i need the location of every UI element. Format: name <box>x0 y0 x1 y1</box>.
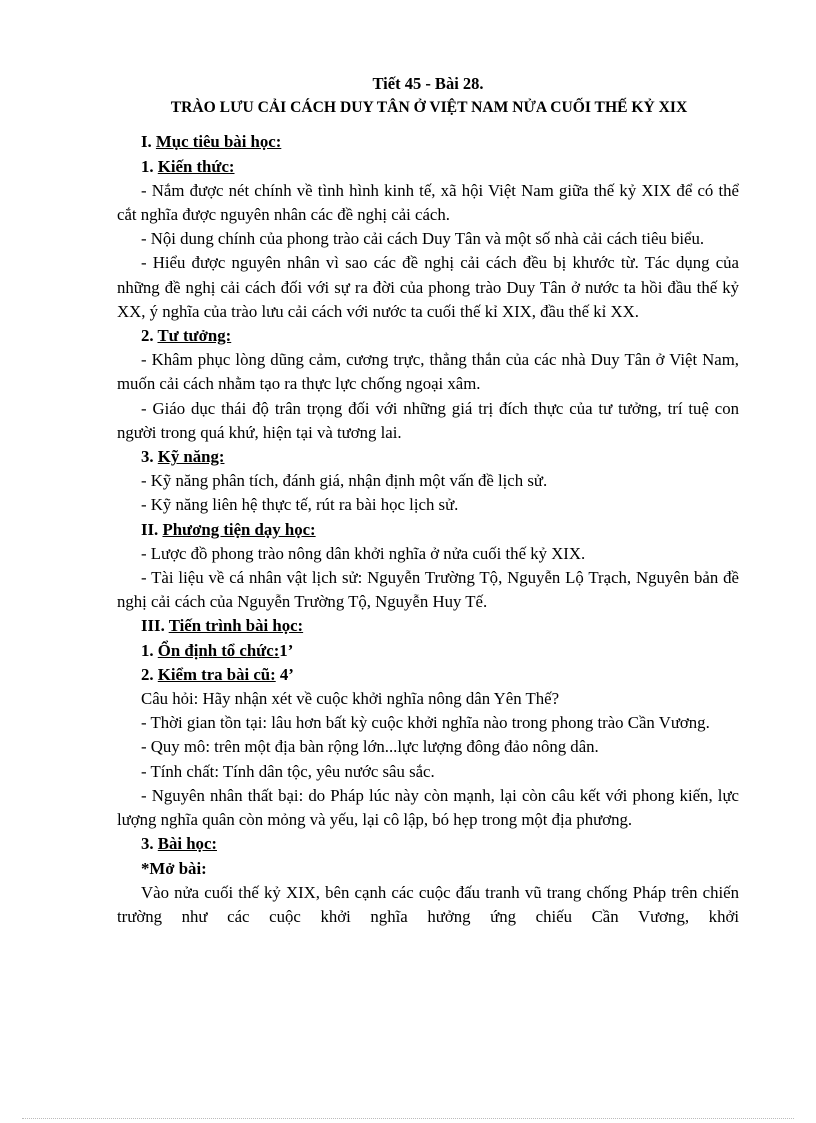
paragraph: - Tài liệu về cá nhân vật lịch sử: Nguyễn Trường Tộ, Nguyễn Lộ Trạch, Nguyên bản đề nghị cải cách của Nguyễn Trường Tộ, Nguyễn Huy Tế. <box>117 568 739 612</box>
paragraph: - Lược đồ phong trào nông dân khởi nghĩa ở nửa cuối thế kỷ XIX. <box>141 543 586 563</box>
lesson-number: Tiết 45 - Bài 28. <box>372 74 484 93</box>
page-bottom-divider <box>22 1118 794 1119</box>
paragraph: - Thời gian tồn tại: lâu hơn bất kỳ cuộc khởi nghĩa nào trong phong trào Cần Vương. <box>141 713 710 733</box>
heading-class-organization: 1. Ổn định tổ chức:1’ <box>141 640 294 660</box>
heading-knowledge: 1. Kiến thức: <box>141 156 235 176</box>
paragraph: Câu hỏi: Hãy nhận xét về cuộc khởi nghĩa nông dân Yên Thế? <box>141 689 560 709</box>
heading-skills: 3. Kỹ năng: <box>141 447 225 467</box>
paragraph: - Hiểu được nguyên nhân vì sao các đề nghị cải cách đều bị khước từ. Tác dụng của những đề nghị cải cách đối với sự ra đời của phong trào Duy Tân ở nước ta hồi đầu thế kỷ XX, ý nghĩa của trào lưu cải cách với nước ta cuối thế kỉ XIX, đầu thế kỉ XX. <box>117 253 739 321</box>
document-page <box>117 72 739 929</box>
paragraph: - Nắm được nét chính về tình hình kinh tế, xã hội Việt Nam giữa thế kỷ XIX để có thể cắt nghĩa được nguyên nhân các đề nghị cải cách. <box>117 180 739 225</box>
paragraph: - Nguyên nhân thất bại: do Pháp lúc này còn mạnh, lại còn câu kết với phong kiến, lực lượng nghĩa quân còn mỏng và yếu, lại cô lập, bó hẹp trong một địa phương. <box>117 785 739 830</box>
heading-lesson-process: III. Tiến trình bài học: <box>141 616 304 636</box>
paragraph: - Khâm phục lòng dũng cảm, cương trực, thẳng thắn của các nhà Duy Tân ở Việt Nam, muốn cải cách nhằm tạo ra thực lực chống ngoại xâm. <box>117 350 739 394</box>
heading-lesson: 3. Bài học: <box>141 834 217 854</box>
heading-thought: 2. Tư tưởng: <box>141 326 232 346</box>
paragraph: - Kỹ năng liên hệ thực tế, rút ra bài học lịch sử. <box>141 495 459 515</box>
heading-teaching-aids: II. Phương tiện dạy học: <box>141 519 316 539</box>
paragraph: - Tính chất: Tính dân tộc, yêu nước sâu sắc. <box>141 761 435 781</box>
paragraph: Vào nửa cuối thế kỷ XIX, bên cạnh các cuộc đấu tranh vũ trang chống Pháp trên chiến trường như các cuộc khởi nghĩa hưởng ứng chiếu Cần Vương, khởi <box>117 882 739 926</box>
paragraph: - Nội dung chính của phong trào cải cách Duy Tân và một số nhà cải cách tiêu biểu. <box>141 229 705 249</box>
heading-introduction: *Mở bài: <box>141 858 207 878</box>
paragraph: - Quy mô: trên một địa bàn rộng lớn...lực lượng đông đảo nông dân. <box>141 737 599 757</box>
lesson-title: TRÀO LƯU CẢI CÁCH DUY TÂN Ở VIỆT NAM NỬA CUỐI THẾ KỶ XIX <box>170 99 688 117</box>
paragraph: - Giáo dục thái độ trân trọng đối với những giá trị đích thực của tư tưởng, trí tuệ con người trong quá khứ, hiện tại và tương lai. <box>117 398 739 442</box>
heading-objectives: I. Mục tiêu bài học: <box>141 132 282 152</box>
paragraph: - Kỹ năng phân tích, đánh giá, nhận định một vấn đề lịch sử. <box>141 471 548 491</box>
heading-review: 2. Kiểm tra bài cũ: 4’ <box>141 664 294 684</box>
